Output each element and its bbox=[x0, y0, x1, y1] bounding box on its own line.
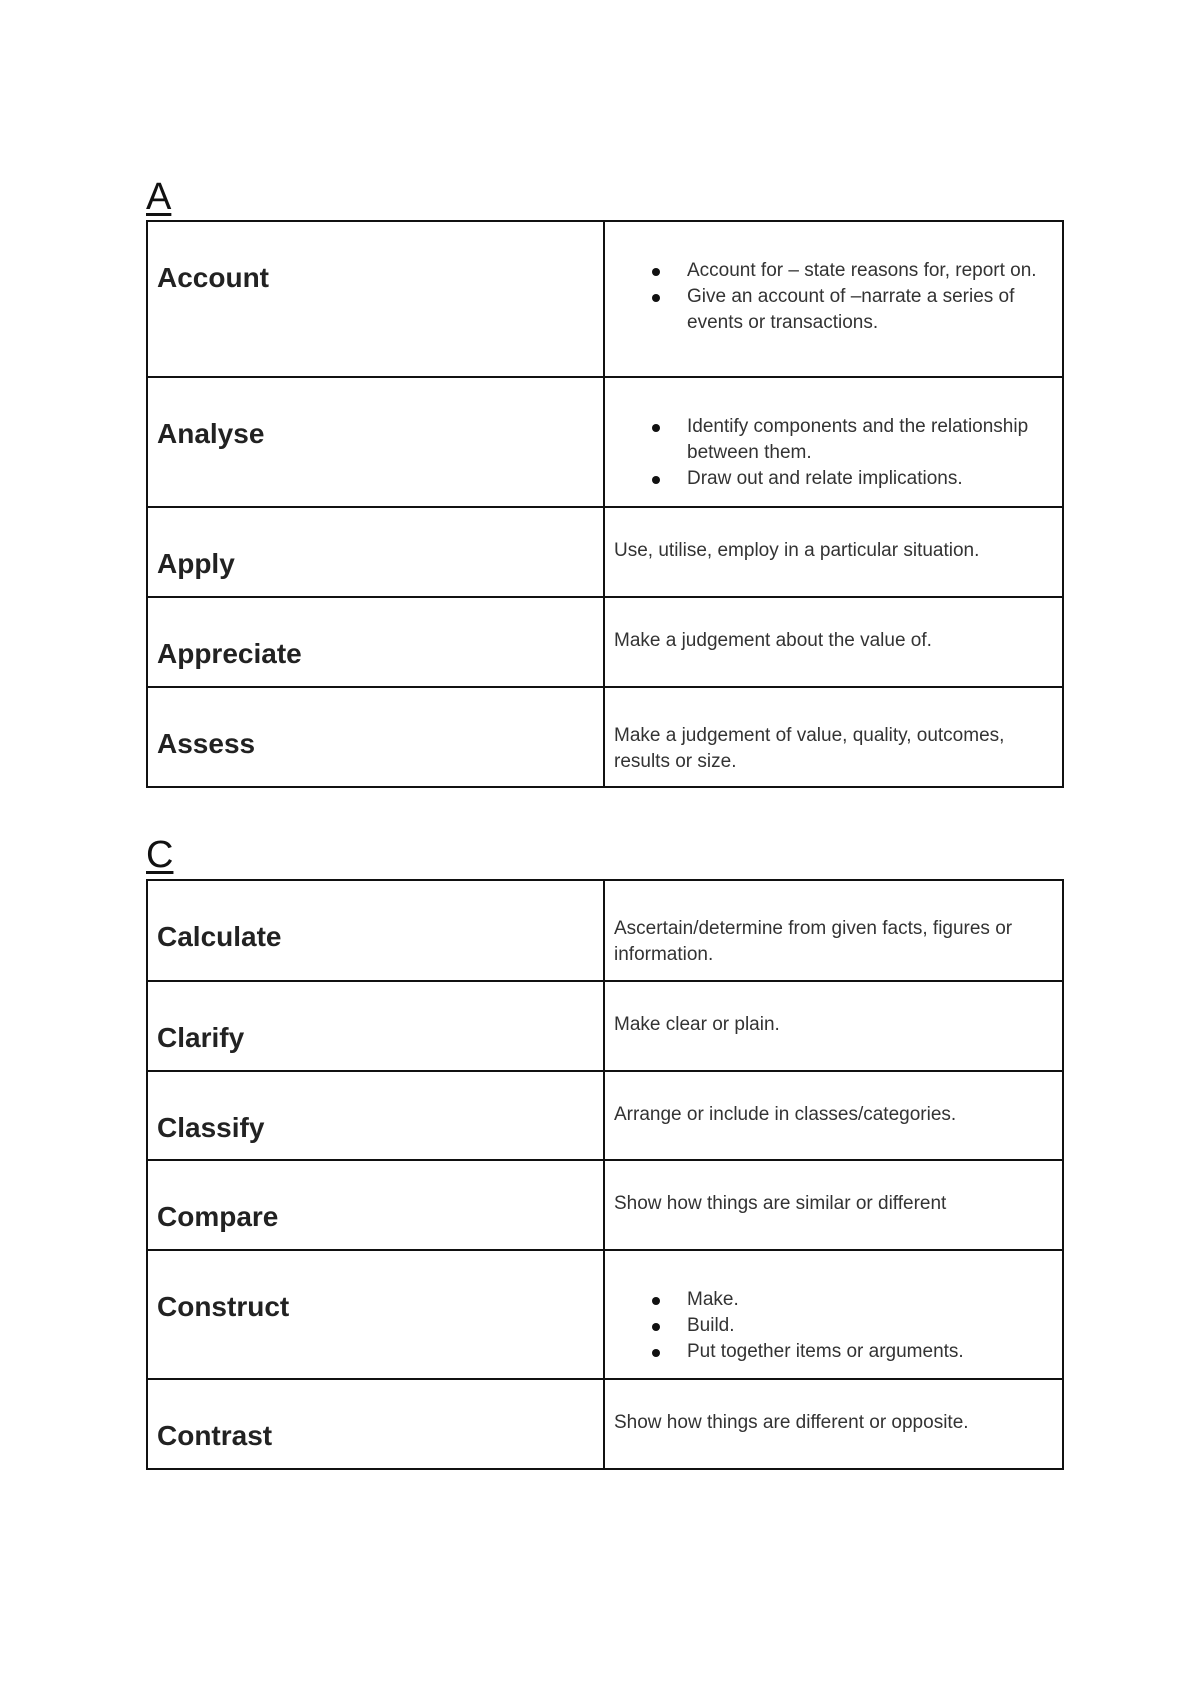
definition-text: Make a judgement about the value of. bbox=[614, 630, 932, 651]
term-analyse: Analyse bbox=[157, 418, 265, 449]
definition-text: Make clear or plain. bbox=[614, 1014, 780, 1035]
list-item bbox=[687, 1339, 1046, 1365]
term-cell bbox=[147, 1250, 604, 1379]
term-apply: Apply bbox=[157, 548, 235, 579]
list-item bbox=[687, 466, 1046, 492]
term-cell bbox=[147, 687, 604, 787]
glossary-table-c bbox=[146, 879, 1064, 1470]
bullet-icon bbox=[652, 294, 660, 302]
definition-cell bbox=[604, 1071, 1063, 1160]
definition-text: Make a judgement of value, quality, outcomes, results or size. bbox=[614, 725, 1005, 772]
table-row bbox=[147, 687, 1063, 787]
table-row bbox=[147, 1250, 1063, 1379]
definition-cell bbox=[604, 1250, 1063, 1379]
definition-list bbox=[605, 222, 1062, 336]
definition-text: Show how things are similar or different bbox=[614, 1193, 947, 1214]
list-item-text: Make. bbox=[687, 1289, 739, 1310]
definition-cell bbox=[604, 1379, 1063, 1469]
table-row bbox=[147, 1160, 1063, 1250]
term-cell bbox=[147, 981, 604, 1071]
glossary-table-a bbox=[146, 220, 1064, 788]
table-row bbox=[147, 1071, 1063, 1160]
definition-text: Show how things are different or opposite. bbox=[614, 1412, 969, 1433]
bullet-icon bbox=[652, 268, 660, 276]
term-calculate: Calculate bbox=[157, 921, 282, 952]
bullet-icon bbox=[652, 424, 660, 432]
term-cell bbox=[147, 1379, 604, 1469]
bullet-icon bbox=[652, 476, 660, 484]
list-item-text: Give an account of –narrate a series of events or transactions. bbox=[687, 286, 1015, 333]
bullet-icon bbox=[652, 1323, 660, 1331]
list-item bbox=[687, 414, 1046, 466]
term-account: Account bbox=[157, 262, 269, 293]
list-item bbox=[687, 1313, 1046, 1339]
term-contrast: Contrast bbox=[157, 1420, 273, 1451]
definition-cell bbox=[604, 597, 1063, 687]
table-row bbox=[147, 880, 1063, 981]
list-item bbox=[687, 258, 1046, 284]
list-item-text: Identify components and the relationship between them. bbox=[687, 416, 1029, 463]
term-assess: Assess bbox=[157, 728, 256, 759]
section-heading-a: A bbox=[146, 176, 172, 218]
term-clarify: Clarify bbox=[157, 1022, 245, 1053]
list-item bbox=[687, 284, 1046, 336]
term-cell bbox=[147, 221, 604, 377]
table-row bbox=[147, 377, 1063, 507]
term-compare: Compare bbox=[157, 1201, 279, 1232]
section-heading-c: C bbox=[146, 834, 174, 876]
table-row bbox=[147, 981, 1063, 1071]
term-cell bbox=[147, 1071, 604, 1160]
definition-list bbox=[605, 378, 1062, 492]
list-item-text: Build. bbox=[687, 1315, 735, 1336]
list-item-text: Put together items or arguments. bbox=[687, 1341, 964, 1362]
bullet-icon bbox=[652, 1349, 660, 1357]
table-row bbox=[147, 221, 1063, 377]
definition-cell bbox=[604, 377, 1063, 507]
definition-cell bbox=[604, 221, 1063, 377]
definition-list bbox=[605, 1251, 1062, 1365]
table-row bbox=[147, 597, 1063, 687]
definition-text: Ascertain/determine from given facts, figures or information. bbox=[614, 918, 1013, 965]
term-appreciate: Appreciate bbox=[157, 638, 302, 669]
list-item-text: Draw out and relate implications. bbox=[687, 468, 963, 489]
list-item bbox=[687, 1287, 1046, 1313]
table-row bbox=[147, 1379, 1063, 1469]
definition-cell bbox=[604, 1160, 1063, 1250]
term-cell bbox=[147, 597, 604, 687]
bullet-icon bbox=[652, 1297, 660, 1305]
term-cell bbox=[147, 880, 604, 981]
list-item-text: Account for – state reasons for, report on. bbox=[687, 260, 1037, 281]
definition-cell bbox=[604, 507, 1063, 597]
term-construct: Construct bbox=[157, 1291, 290, 1322]
definition-text: Arrange or include in classes/categories. bbox=[614, 1104, 957, 1125]
definition-cell bbox=[604, 880, 1063, 981]
term-classify: Classify bbox=[157, 1112, 265, 1143]
definition-cell bbox=[604, 981, 1063, 1071]
definition-text: Use, utilise, employ in a particular situation. bbox=[614, 540, 980, 561]
term-cell bbox=[147, 377, 604, 507]
definition-cell bbox=[604, 687, 1063, 787]
table-row bbox=[147, 507, 1063, 597]
term-cell bbox=[147, 1160, 604, 1250]
term-cell bbox=[147, 507, 604, 597]
